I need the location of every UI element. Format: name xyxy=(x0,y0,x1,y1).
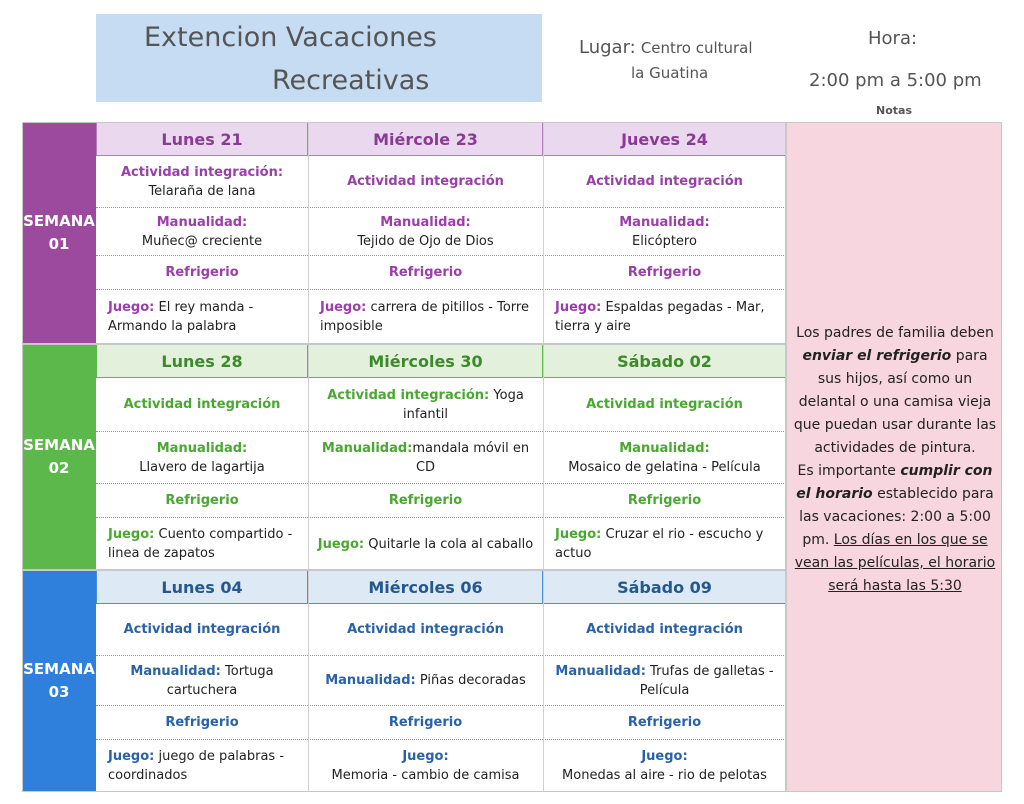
game-cell xyxy=(543,740,786,792)
snack-label: Refrigerio xyxy=(388,715,463,730)
craft-cell xyxy=(96,208,308,256)
notes-panel xyxy=(786,122,1002,792)
location-value: Centro cultural xyxy=(640,39,753,57)
integration-label: Actividad integración xyxy=(347,622,504,637)
integration-label: Actividad integración xyxy=(586,174,743,189)
snack-label: Refrigerio xyxy=(627,715,702,730)
notes-label: Notas xyxy=(876,104,912,117)
craft-label: Manualidad: xyxy=(321,440,413,456)
time-value: 2:00 pm a 5:00 pm xyxy=(809,70,982,91)
location-line-1 xyxy=(579,37,753,58)
integration-text: Telaraña de lana xyxy=(148,183,256,199)
game-label: Juego: xyxy=(317,536,365,552)
day-header: Lunes 28 xyxy=(96,344,308,378)
game-label: Juego: xyxy=(555,300,602,315)
time-label: Hora: xyxy=(868,28,918,49)
snack-cell xyxy=(543,484,786,518)
title-line-1: Extencion Vacaciones xyxy=(144,22,437,53)
week-label-3 xyxy=(22,570,96,792)
snack-cell xyxy=(96,484,308,518)
activity-integration-cell xyxy=(96,604,308,656)
craft-text: Elicóptero xyxy=(632,233,697,249)
notes-p1-before: Los padres de familia deben xyxy=(796,325,994,341)
craft-text: Tortuga cartuchera xyxy=(166,663,274,698)
column-divider xyxy=(308,344,309,570)
game-label: Juego: xyxy=(108,749,155,764)
craft-text: Mosaico de gelatina - Película xyxy=(568,459,761,475)
craft-cell xyxy=(543,208,786,256)
integration-label: Actividad integración xyxy=(586,397,743,412)
craft-cell xyxy=(543,432,786,484)
craft-text: Trufas de galletas - Película xyxy=(639,663,774,698)
notes-p2-bold: cumplir con el horario xyxy=(796,463,993,502)
snack-cell xyxy=(308,256,543,290)
game-cell xyxy=(543,290,786,344)
integration-text: Yoga infantil xyxy=(403,387,524,422)
game-cell xyxy=(543,518,786,570)
craft-cell xyxy=(96,432,308,484)
integration-label: Actividad integración: xyxy=(327,387,490,403)
game-text: juego de palabras - coordinados xyxy=(108,749,285,783)
game-label: Juego: xyxy=(320,300,367,315)
game-cell xyxy=(308,518,543,570)
game-text: Espaldas pegadas - Mar, tierra y aire xyxy=(555,300,765,334)
integration-label: Actividad integración xyxy=(347,174,504,189)
notes-p2-before: Es importante xyxy=(797,463,901,479)
activity-integration-cell xyxy=(308,604,543,656)
snack-label: Refrigerio xyxy=(388,493,463,508)
notes-p1-bold: enviar el refrigerio xyxy=(802,348,952,364)
week-label-word: SEMANA xyxy=(23,212,95,230)
snack-label: Refrigerio xyxy=(627,265,702,280)
game-text: Quitarle la cola al caballo xyxy=(364,536,534,552)
activity-integration-cell xyxy=(96,156,308,208)
activity-integration-cell xyxy=(543,156,786,208)
craft-cell xyxy=(543,656,786,706)
week-label-word: SEMANA xyxy=(23,436,95,454)
day-header: Sábado 02 xyxy=(543,344,786,378)
day-header: Miércoles 30 xyxy=(308,344,543,378)
integration-label: Actividad integración xyxy=(123,622,281,637)
game-label: Juego: xyxy=(402,749,449,764)
location-label: Lugar: xyxy=(579,37,636,58)
week-label-number: 03 xyxy=(48,683,70,701)
integration-label: Actividad integración: xyxy=(120,164,284,180)
craft-label: Manualidad: xyxy=(325,673,416,688)
craft-label: Manualidad: xyxy=(156,214,248,230)
craft-label: Manualidad: xyxy=(619,440,710,456)
game-cell xyxy=(308,290,543,344)
snack-cell xyxy=(308,484,543,518)
snack-label: Refrigerio xyxy=(165,715,239,730)
notes-p2-after: establecido para las vacaciones: 2:00 a 5:00 pm. xyxy=(799,486,994,548)
snack-cell xyxy=(543,706,786,740)
week-block-1 xyxy=(96,122,786,344)
activity-integration-cell xyxy=(308,378,543,432)
snack-label: Refrigerio xyxy=(165,265,239,280)
column-divider xyxy=(543,344,544,570)
activity-integration-cell xyxy=(96,378,308,432)
craft-text: Llavero de lagartija xyxy=(139,459,265,475)
notes-text xyxy=(791,322,999,598)
game-label: Juego: xyxy=(641,749,688,764)
integration-label: Actividad integración xyxy=(586,622,743,637)
snack-cell xyxy=(543,256,786,290)
week-block-3 xyxy=(96,570,786,792)
craft-cell xyxy=(96,656,308,706)
craft-text: Muñec@ creciente xyxy=(141,233,263,249)
craft-cell xyxy=(308,432,543,484)
snack-label: Refrigerio xyxy=(627,493,702,508)
game-text: El rey manda - Armando la palabra xyxy=(108,300,254,334)
day-header: Miércoles 06 xyxy=(308,570,543,604)
game-label: Juego: xyxy=(108,527,155,542)
craft-cell xyxy=(308,656,543,706)
snack-label: Refrigerio xyxy=(165,493,239,508)
game-label: Juego: xyxy=(555,527,602,542)
snack-label: Refrigerio xyxy=(388,265,463,280)
day-header: Lunes 04 xyxy=(96,570,308,604)
game-text: Cuento compartido - linea de zapatos xyxy=(108,527,293,561)
title-banner xyxy=(96,14,542,102)
day-header: Jueves 24 xyxy=(543,122,786,156)
week-label-number: 02 xyxy=(48,459,70,477)
craft-text: mandala móvil en CD xyxy=(412,440,530,475)
notes-p2-underline: Los días en los que se vean las películas, el horario será hasta las 5:30 xyxy=(794,532,996,594)
craft-label: Manualidad: xyxy=(555,663,646,679)
game-text: Monedas al aire - rio de pelotas xyxy=(562,768,767,783)
location-value-line-2: la Guatina xyxy=(631,64,709,82)
day-header: Miércole 23 xyxy=(308,122,543,156)
column-divider xyxy=(543,570,544,792)
craft-label: Manualidad: xyxy=(380,214,471,230)
game-text: Memoria - cambio de camisa xyxy=(331,768,520,783)
week-label-2 xyxy=(22,344,96,570)
week-label-1 xyxy=(22,122,96,344)
column-divider xyxy=(308,122,309,344)
column-divider xyxy=(543,122,544,344)
activity-integration-cell xyxy=(543,604,786,656)
game-cell xyxy=(96,740,308,792)
game-label: Juego: xyxy=(108,300,155,315)
game-cell xyxy=(96,518,308,570)
week-label-number: 01 xyxy=(48,235,70,253)
snack-cell xyxy=(96,706,308,740)
activity-integration-cell xyxy=(543,378,786,432)
craft-label: Manualidad: xyxy=(619,214,710,230)
activity-integration-cell xyxy=(308,156,543,208)
notes-p1-after: para sus hijos, así como un delantal o una camisa vieja que puedan usar durante las actividades de pintura. xyxy=(793,348,997,456)
craft-text: Piñas decoradas xyxy=(415,673,526,688)
snack-cell xyxy=(308,706,543,740)
game-text: carrera de pitillos - Torre imposible xyxy=(320,300,529,334)
craft-label: Manualidad: xyxy=(130,663,221,679)
title-line-2: Recreativas xyxy=(272,65,430,96)
week-label-word: SEMANA xyxy=(23,660,95,678)
craft-text: Tejido de Ojo de Dios xyxy=(357,233,494,249)
column-divider xyxy=(308,570,309,792)
game-cell xyxy=(308,740,543,792)
integration-label: Actividad integración xyxy=(123,397,281,412)
craft-cell xyxy=(308,208,543,256)
snack-cell xyxy=(96,256,308,290)
day-header: Sábado 09 xyxy=(543,570,786,604)
game-cell xyxy=(96,290,308,344)
craft-label: Manualidad: xyxy=(156,440,248,456)
game-text: Cruzar el rio - escucho y actuo xyxy=(555,527,764,561)
week-block-2 xyxy=(96,344,786,570)
day-header: Lunes 21 xyxy=(96,122,308,156)
